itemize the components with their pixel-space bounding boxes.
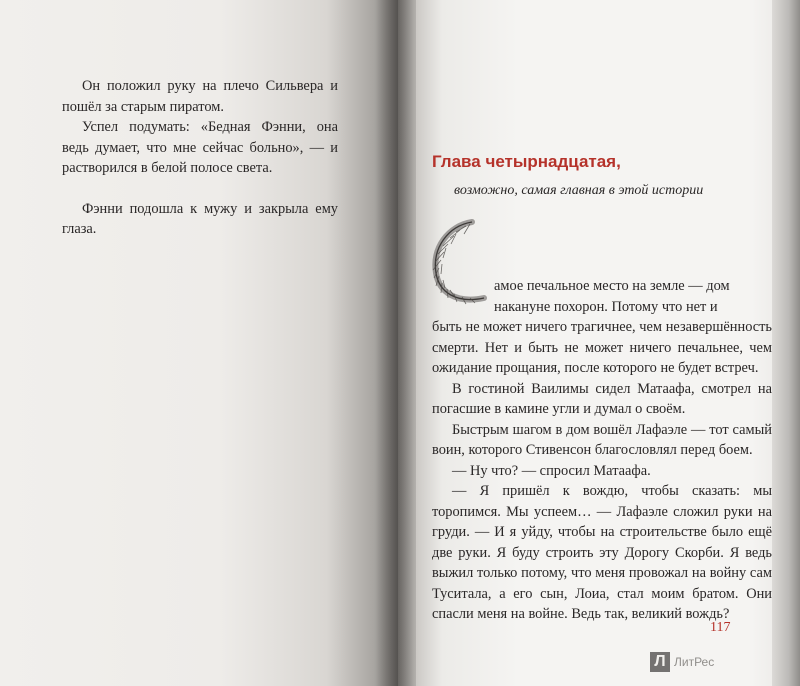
right-paragraph-4: — Я пришёл к вождю, чтобы сказать: мы торопимся. Мы успеем… — Лафаэле сложил руки на груди. — И я уйду, чтобы на строительстве было ещё две руки. Я буду строить эту Дорогу Скорби. Я ведь выжил только потому, что меня провожал на войну сам Туситала, а его сын, Лоиа, стал моим братом. Они спасли меня на войне. Ведь так, великий вождь?: [432, 483, 772, 622]
feather-dropcap-icon: [426, 218, 496, 308]
first-paragraph-opening: [494, 276, 772, 317]
chapter-title: Глава четырнадцатая,: [432, 152, 621, 171]
left-paragraph-2: Успел подумать: «Бедная Фэнни, она ведь думает, что мне сейчас больно», — и растворился в белой полосе света.: [62, 119, 338, 176]
first-paragraph-line-1: амое печальное место на земле — дом: [494, 278, 730, 294]
watermark-text: ЛитРес: [674, 655, 715, 669]
right-paragraph-1: В гостиной Ваилимы сидел Матаафа, смотрел на погасшие в камине угли и думал о своём.: [432, 380, 772, 417]
right-paragraph-3: — Ну что? — спросил Матаафа.: [452, 462, 651, 479]
right-page-text: [432, 317, 772, 625]
page-number: 117: [710, 620, 731, 635]
left-page-text: [62, 76, 338, 240]
left-paragraph-3: Фэнни подошла к мужу и закрыла ему глаза.: [62, 200, 338, 237]
page-edge-shadow: [772, 0, 800, 686]
watermark-logo-icon: Л: [650, 652, 670, 672]
left-paragraph-1: Он положил руку на плечо Сильвера и пошёл за старым пиратом.: [62, 78, 338, 115]
book-spine-shadow: [376, 0, 416, 686]
litres-watermark: [650, 650, 760, 676]
first-paragraph-line-2: накануне похорон. Потому что нет и: [494, 298, 718, 315]
chapter-subtitle: возможно, самая главная в этой истории: [454, 183, 704, 198]
first-paragraph-tail: быть не может ничего трагичнее, чем незавершённость смерти. Нет и быть не может ничего печальнее, чем ожидание прощания, после которого не будет встреч.: [432, 319, 772, 376]
left-page: [0, 0, 398, 686]
right-paragraph-2: Быстрым шагом в дом вошёл Лафаэле — тот самый воин, которого Стивенсон благословлял перед боем.: [432, 421, 772, 458]
